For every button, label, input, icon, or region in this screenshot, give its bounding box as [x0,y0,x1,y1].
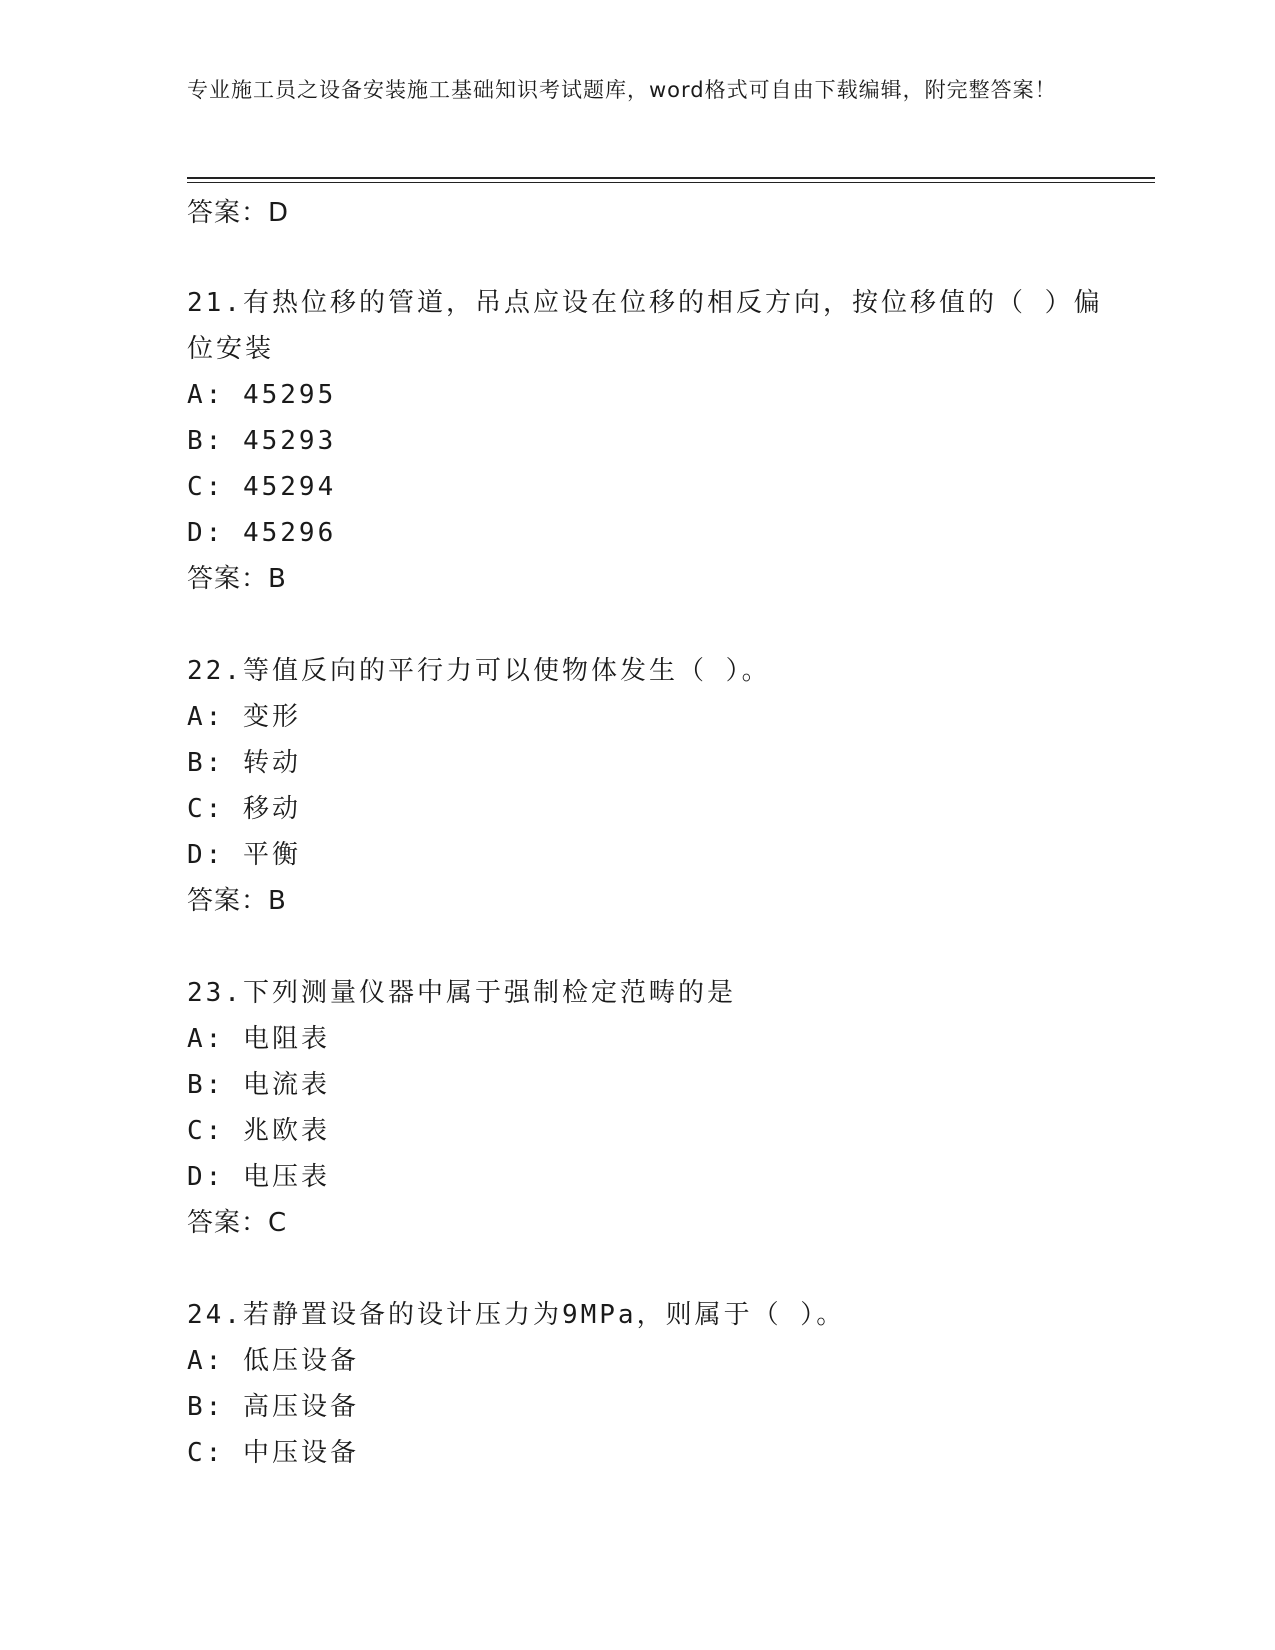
question-stem: 21.有热位移的管道，吊点应设在位移的相反方向，按位移值的（ ）偏位安装 [187,288,1103,364]
header-divider-thin [187,182,1155,183]
question-list [187,190,1127,1476]
answer-line: 答案：B [187,886,287,916]
question-block [187,648,1127,924]
question-stem: 22.等值反向的平行力可以使物体发生（ ）。 [187,656,771,686]
answer-line: 答案：D [187,198,290,228]
option-d: D: 平衡 [187,840,301,870]
header-divider-thick [187,177,1155,179]
option-c: C: 移动 [187,794,301,824]
option-b: B: 电流表 [187,1070,330,1100]
question-block [187,970,1127,1246]
option-b: B: 转动 [187,748,301,778]
option-c: C: 中压设备 [187,1438,359,1468]
option-b: B: 高压设备 [187,1392,359,1422]
question-stem: 23.下列测量仪器中属于强制检定范畴的是 [187,978,736,1008]
question-block [187,280,1127,602]
question-stem: 24.若静置设备的设计压力为9MPa，则属于（ ）。 [187,1300,846,1330]
option-a: A: 电阻表 [187,1024,330,1054]
answer-line: 答案：B [187,564,287,594]
option-a: A: 变形 [187,702,301,732]
option-a: A: 45295 [187,380,337,410]
option-b: B: 45293 [187,426,337,456]
option-c: C: 兆欧表 [187,1116,330,1146]
option-a: A: 低压设备 [187,1346,359,1376]
answer-line: 答案：C [187,1208,288,1238]
option-d: D: 电压表 [187,1162,330,1192]
option-d: D: 45296 [187,518,337,548]
option-c: C: 45294 [187,472,337,502]
document-header: 专业施工员之设备安装施工基础知识考试题库，word格式可自由下载编辑，附完整答案！ [187,78,1057,102]
question-block [187,1292,1127,1476]
